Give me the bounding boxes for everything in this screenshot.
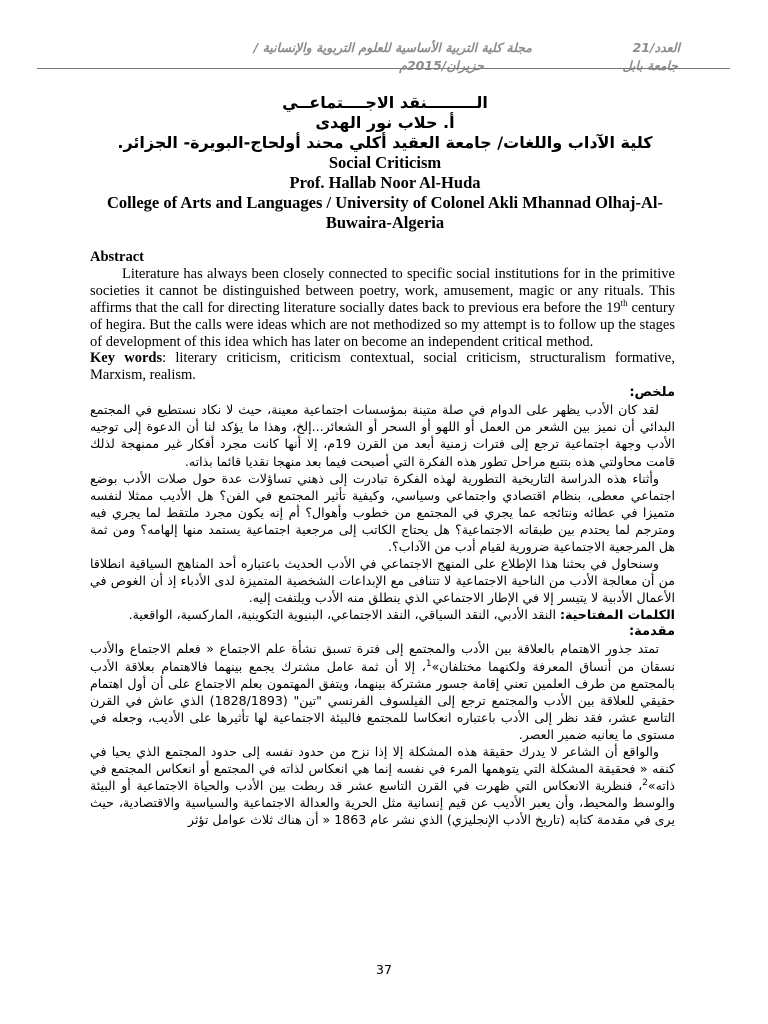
english-keywords: Key words: literary criticism, criticism contextual, social criticism, structuralism formative, Marxism, realism. xyxy=(90,350,675,384)
arabic-affiliation: كلية الآداب واللغات/ جامعة العقيد أكلي محند أولحاج-البويرة- الجزائر. xyxy=(117,133,653,152)
english-affiliation: College of Arts and Languages / University of Colonel Akli Mhannad Olhaj-Al-Buwaira-Algeria xyxy=(107,193,663,232)
header-rule xyxy=(37,68,730,69)
arabic-author: أ. حلاب نور الهدى xyxy=(315,113,455,132)
article-body xyxy=(90,249,675,829)
summary-paragraph-3: وسنحاول في بحثنا هذا الإطلاع على المنهج الاجتماعي في الأدب الحديث باعتباره أحد المناهج السياقية انطلاقا من أن معالجة الأدب من الناحية الاجتماعية لا تتنافى مع الإبداعات الشخصية المتميزة لدى الأدباء إذ أن الغوص في الأعمال الأدبية لا يتيسر إلا في الإطار الاجتماعي الذي ينطلق منه الأدب ويلتفت إليه. xyxy=(90,556,675,606)
summary-paragraph-2: وأثناء هذه الدراسة التاريخية التطورية لهذه الفكرة تبادرت إلى ذهني تساؤلات عدة حول صلات الأدب بوضع اجتماعي معطى، بنظام اقتصادي واجتماعي وسياسي، وكيفية تأثير المجتمع في الفن؟ هل الأديب ممثلا لنفسه متميزا في عطائه ونتائجه عما يجري في المجتمع من خطوب وأهوال؟ أم إنه يكون مجرد ملتقط لما يجري فيه ومترجم لما يحتدم بين طبقاته الاجتماعية؟ هل يحتاج الكاتب إلى مرجعية اجتماعية يستمد منها إلهامه؟ ومن ثمة هل المرجعية الاجتماعية ضرورية لقيام أدب من الآداب؟. xyxy=(90,470,675,554)
abstract-paragraph: Literature has always been closely connected to specific social institutions for in the primitive societies it cannot be distinguished between poetry, work, amusement, magic or any rituals. This affirms that the call for directing literature socially dates back to previous era before the 19th century of hegira. But the calls were ideas which are not methodized so my attempt is to follow up the stages of development of this idea which has later on become an independent critical method. xyxy=(90,265,675,350)
arabic-title: الـــــــــنقد الاجــــتماعــي xyxy=(282,93,488,112)
journal-name: مجلة كلية التربية الأساسية للعلوم التربوية والإنسانية / xyxy=(253,40,532,55)
introduction-paragraph-2: والواقع أن الشاعر لا يدرك حقيقة هذه المشكلة إلا إذا نزح من حدود نفسه إلى حدود المجتمع الذي يحيا في كنفه « فحقيقة المشكلة التي يتوهمها المرء في نفسه إنما هي انعكاس لذاته في المجتمع أو انعكاس المجتمع في ذاته»$^2$، فنظرية الانعكاس التي ظهرت في القرن التاسع عشر قد ربطت بين الأدب والحياة الاجتماعية أو البيئة والوسط والمحيط، وأن يعبر الأديب عن قيم إنسانية مثل الحرية والعدالة الاجتماعية والسياسية والاقتصادية، حيث يرى في مقدمة كتابه (تاريخ الأدب الإنجليزي) الذي نشر عام 1863 « أن هناك ثلاث عوامل تؤثر xyxy=(90,744,675,828)
arabic-keywords: الكلمات المفتاحية: النقد الأدبي، النقد السياقي، النقد الاجتماعي، البنيوية التكوينية، الماركسية، الواقعية. xyxy=(128,607,675,623)
issue-number: العدد/21 xyxy=(632,40,680,55)
university-name: جامعة بابل xyxy=(622,58,678,73)
english-author: Prof. Hallab Noor Al-Huda xyxy=(289,173,481,192)
abstract-heading: Abstract xyxy=(90,249,144,265)
page-number: 37 xyxy=(376,962,392,977)
summary-heading: ملخص: xyxy=(629,385,675,401)
english-title: Social Criticism xyxy=(328,153,442,172)
issue-date: حزيران/2015م xyxy=(399,58,484,73)
summary-paragraph-1: لقد كان الأدب يظهر على الدوام في صلة متينة بمؤسسات اجتماعية معينة، حيث لا نكاد نستطيع في المجتمع البدائي أن نميز بين الشعر من العمل أو اللهو أو السحر أو الشعائر...إلخ، وهذا ما يؤكد لنا أن الدعوة إلى توجيه الأدب وجهة اجتماعية ترجع إلى فترات زمنية أبعد من القرن 19م، إلا أنها كانت مجرد أفكار غير ممنهجة لذلك قامت محاولتي هذه بتتبع مراحل تطور هذه الفكرة التي أصبحت فيما بعد منهجا نقديا قائما بذاته. xyxy=(90,402,675,469)
title-block xyxy=(90,93,680,233)
introduction-paragraph-1: تمتد جذور الاهتمام بالعلاقة بين الأدب والمجتمع إلى فترة تسبق نشأة علم الاجتماع « فعلم الاجتماع والأدب نسقان من أنساق المعرفة ولكنهما مختلفان»$^1$، إلا أن ثمة عامل مشترك يجمع بينهما فالاهتمام بعلاقة الأدب بالمجتمع من طرف العلمين تعني إقامة جسور مشتركة بينهما، ويتفق المهتمون بعلم الاجتماع على أن أول اهتمام حقيقي للعلاقة بين الأدب والمجتمع ترجع إلى الفيلسوف الفرنسي "تين" (1828/1893) الذي عاش في القرن التاسع عشر، فقد نظر إلى الأدب باعتباره انعكاسا للمجتمع فالبيئة الاجتماعية لها تأثيرها على الأديب، وجعله في مستوى ما يعانيه ضمير العصر. xyxy=(90,641,675,742)
introduction-heading: مقدمة: xyxy=(628,624,675,640)
